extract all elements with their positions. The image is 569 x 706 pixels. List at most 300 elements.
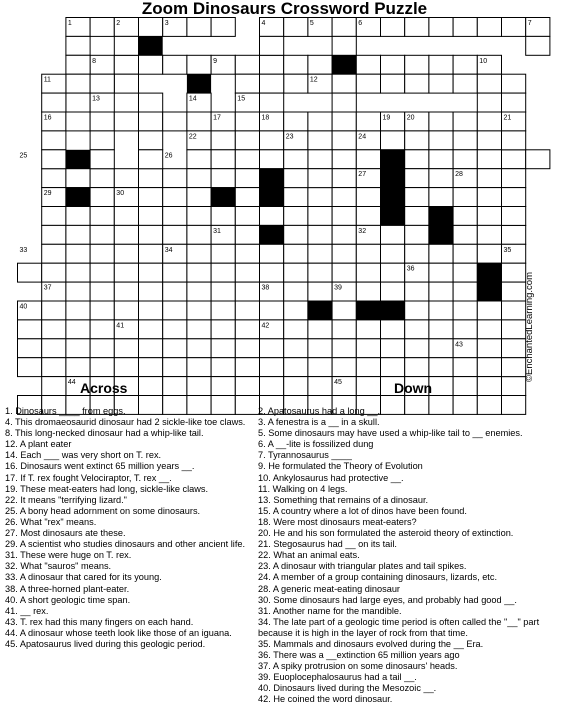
grid-cell[interactable] — [308, 339, 332, 358]
grid-cell[interactable] — [235, 263, 259, 282]
grid-cell[interactable] — [284, 207, 308, 226]
grid-cell[interactable] — [502, 320, 526, 339]
grid-cell[interactable] — [405, 225, 429, 244]
grid-cell[interactable] — [114, 225, 138, 244]
grid-cell[interactable] — [114, 207, 138, 226]
grid-cell[interactable] — [211, 207, 235, 226]
grid-cell[interactable] — [90, 131, 114, 150]
grid-cell[interactable] — [211, 377, 235, 396]
grid-cell[interactable] — [235, 74, 259, 93]
grid-cell[interactable] — [502, 263, 526, 282]
grid-cell[interactable] — [502, 18, 526, 37]
grid-cell[interactable] — [163, 225, 187, 244]
grid-cell[interactable] — [284, 377, 308, 396]
grid-cell[interactable] — [477, 244, 501, 263]
grid-cell[interactable] — [477, 358, 501, 377]
grid-cell[interactable] — [187, 112, 211, 131]
grid-cell[interactable] — [381, 263, 405, 282]
grid-cell[interactable] — [66, 112, 90, 131]
grid-cell[interactable] — [502, 150, 526, 169]
grid-cell[interactable] — [405, 150, 429, 169]
grid-cell[interactable] — [405, 131, 429, 150]
grid-cell[interactable] — [308, 377, 332, 396]
grid-cell[interactable] — [308, 150, 332, 169]
grid-cell[interactable] — [453, 207, 477, 226]
grid-cell[interactable] — [477, 320, 501, 339]
grid-cell[interactable] — [42, 93, 66, 112]
grid-cell[interactable] — [332, 74, 356, 93]
grid-cell[interactable] — [453, 74, 477, 93]
grid-cell[interactable] — [90, 150, 114, 169]
grid-cell[interactable] — [114, 55, 138, 74]
grid-cell[interactable] — [114, 169, 138, 188]
grid-cell[interactable] — [308, 320, 332, 339]
grid-cell[interactable] — [139, 358, 163, 377]
grid-cell[interactable] — [139, 244, 163, 263]
grid-cell[interactable] — [139, 301, 163, 320]
grid-cell[interactable] — [502, 131, 526, 150]
grid-cell[interactable] — [139, 263, 163, 282]
grid-cell[interactable] — [42, 320, 66, 339]
grid-cell[interactable] — [42, 131, 66, 150]
grid-cell[interactable] — [308, 358, 332, 377]
grid-cell[interactable] — [42, 301, 66, 320]
grid-cell[interactable] — [477, 207, 501, 226]
grid-cell[interactable] — [18, 358, 42, 377]
grid-cell[interactable] — [260, 244, 284, 263]
grid-cell[interactable] — [187, 301, 211, 320]
grid-cell[interactable] — [477, 188, 501, 207]
grid-cell[interactable] — [66, 36, 90, 55]
grid-cell[interactable] — [235, 377, 259, 396]
grid-cell[interactable] — [284, 112, 308, 131]
grid-cell[interactable] — [66, 320, 90, 339]
grid-cell[interactable] — [114, 112, 138, 131]
grid-cell[interactable] — [42, 358, 66, 377]
grid-cell[interactable] — [453, 244, 477, 263]
grid-cell[interactable] — [405, 207, 429, 226]
grid-cell[interactable] — [187, 377, 211, 396]
grid-cell[interactable] — [429, 377, 453, 396]
grid-cell[interactable] — [477, 131, 501, 150]
grid-cell[interactable] — [211, 282, 235, 301]
grid-cell[interactable] — [139, 112, 163, 131]
grid-cell[interactable] — [405, 339, 429, 358]
grid-cell[interactable] — [332, 188, 356, 207]
grid-cell[interactable] — [66, 358, 90, 377]
grid-cell[interactable] — [211, 320, 235, 339]
grid-cell[interactable] — [163, 301, 187, 320]
grid-cell[interactable] — [429, 74, 453, 93]
grid-cell[interactable] — [90, 112, 114, 131]
grid-cell[interactable] — [235, 244, 259, 263]
grid-cell[interactable] — [477, 225, 501, 244]
grid-cell[interactable] — [66, 74, 90, 93]
grid-cell[interactable] — [477, 339, 501, 358]
grid-cell[interactable] — [66, 207, 90, 226]
grid-cell[interactable] — [235, 131, 259, 150]
grid-cell[interactable] — [308, 188, 332, 207]
grid-cell[interactable] — [90, 225, 114, 244]
grid-cell[interactable] — [502, 282, 526, 301]
grid-cell[interactable] — [90, 244, 114, 263]
grid-cell[interactable] — [453, 131, 477, 150]
grid-cell[interactable] — [235, 225, 259, 244]
grid-cell[interactable] — [163, 169, 187, 188]
grid-cell[interactable] — [308, 282, 332, 301]
grid-cell[interactable] — [163, 263, 187, 282]
grid-cell[interactable] — [502, 225, 526, 244]
grid-cell[interactable] — [356, 263, 380, 282]
grid-cell[interactable] — [405, 188, 429, 207]
grid-cell[interactable] — [356, 150, 380, 169]
grid-cell[interactable] — [477, 169, 501, 188]
grid-cell[interactable] — [429, 320, 453, 339]
grid-cell[interactable] — [42, 225, 66, 244]
grid-cell[interactable] — [42, 207, 66, 226]
grid-cell[interactable] — [187, 188, 211, 207]
grid-cell[interactable] — [453, 377, 477, 396]
grid-cell[interactable] — [453, 263, 477, 282]
grid-cell[interactable] — [429, 131, 453, 150]
grid-cell[interactable] — [187, 358, 211, 377]
grid-cell[interactable] — [163, 188, 187, 207]
grid-cell[interactable] — [405, 169, 429, 188]
grid-cell[interactable] — [139, 188, 163, 207]
grid-cell[interactable] — [284, 74, 308, 93]
grid-cell[interactable] — [429, 18, 453, 37]
grid-cell[interactable] — [163, 358, 187, 377]
grid-cell[interactable] — [453, 18, 477, 37]
grid-cell[interactable] — [18, 320, 42, 339]
grid-cell[interactable] — [139, 225, 163, 244]
grid-cell[interactable] — [139, 282, 163, 301]
grid-cell[interactable] — [260, 150, 284, 169]
grid-cell[interactable] — [163, 282, 187, 301]
grid-cell[interactable] — [90, 207, 114, 226]
grid-cell[interactable] — [163, 320, 187, 339]
grid-cell[interactable] — [405, 358, 429, 377]
grid-cell[interactable] — [405, 18, 429, 37]
grid-cell[interactable] — [429, 244, 453, 263]
grid-cell[interactable] — [284, 150, 308, 169]
grid-cell[interactable] — [284, 225, 308, 244]
grid-cell[interactable] — [308, 112, 332, 131]
grid-cell[interactable] — [356, 112, 380, 131]
grid-cell[interactable] — [477, 112, 501, 131]
grid-cell[interactable] — [356, 188, 380, 207]
grid-cell[interactable] — [332, 36, 356, 55]
grid-cell[interactable] — [502, 188, 526, 207]
grid-cell[interactable] — [284, 301, 308, 320]
grid-cell[interactable] — [163, 339, 187, 358]
grid-cell[interactable] — [187, 320, 211, 339]
grid-cell[interactable] — [90, 339, 114, 358]
grid-cell[interactable] — [453, 112, 477, 131]
grid-cell[interactable] — [235, 320, 259, 339]
grid-cell[interactable] — [284, 188, 308, 207]
grid-cell[interactable] — [235, 188, 259, 207]
grid-cell[interactable] — [90, 188, 114, 207]
grid-cell[interactable] — [381, 225, 405, 244]
grid-cell[interactable] — [332, 207, 356, 226]
grid-cell[interactable] — [453, 225, 477, 244]
grid-cell[interactable] — [114, 74, 138, 93]
grid-cell[interactable] — [114, 244, 138, 263]
grid-cell[interactable] — [429, 150, 453, 169]
grid-cell[interactable] — [90, 74, 114, 93]
grid-cell[interactable] — [139, 169, 163, 188]
grid-cell[interactable] — [429, 55, 453, 74]
grid-cell[interactable] — [284, 18, 308, 37]
grid-cell[interactable] — [453, 301, 477, 320]
grid-cell[interactable] — [18, 339, 42, 358]
grid-cell[interactable] — [477, 74, 501, 93]
grid-cell[interactable] — [42, 339, 66, 358]
grid-cell[interactable] — [187, 339, 211, 358]
grid-cell[interactable] — [66, 301, 90, 320]
grid-cell[interactable] — [211, 244, 235, 263]
grid-cell[interactable] — [284, 320, 308, 339]
grid-cell[interactable] — [187, 225, 211, 244]
grid-cell[interactable] — [260, 131, 284, 150]
grid-cell[interactable] — [308, 131, 332, 150]
grid-cell[interactable] — [502, 74, 526, 93]
grid-cell[interactable] — [260, 207, 284, 226]
grid-cell[interactable] — [526, 36, 550, 55]
grid-cell[interactable] — [526, 150, 550, 169]
grid-cell[interactable] — [114, 339, 138, 358]
grid-cell[interactable] — [502, 169, 526, 188]
grid-cell[interactable] — [405, 74, 429, 93]
grid-cell[interactable] — [211, 301, 235, 320]
grid-cell[interactable] — [66, 55, 90, 74]
grid-cell[interactable] — [66, 93, 90, 112]
grid-cell[interactable] — [308, 55, 332, 74]
grid-cell[interactable] — [405, 301, 429, 320]
grid-cell[interactable] — [332, 150, 356, 169]
grid-cell[interactable] — [381, 131, 405, 150]
grid-cell[interactable] — [235, 112, 259, 131]
grid-cell[interactable] — [187, 55, 211, 74]
grid-cell[interactable] — [356, 377, 380, 396]
grid-cell[interactable] — [260, 36, 284, 55]
grid-cell[interactable] — [235, 358, 259, 377]
grid-cell[interactable] — [235, 150, 259, 169]
grid-cell[interactable] — [332, 320, 356, 339]
grid-cell[interactable] — [356, 74, 380, 93]
grid-cell[interactable] — [139, 207, 163, 226]
grid-cell[interactable] — [381, 55, 405, 74]
grid-cell[interactable] — [163, 55, 187, 74]
grid-cell[interactable] — [356, 282, 380, 301]
grid-cell[interactable] — [211, 263, 235, 282]
grid-cell[interactable] — [405, 320, 429, 339]
grid-cell[interactable] — [42, 169, 66, 188]
grid-cell[interactable] — [477, 18, 501, 37]
grid-cell[interactable] — [477, 301, 501, 320]
grid-cell[interactable] — [429, 358, 453, 377]
grid-cell[interactable] — [90, 263, 114, 282]
grid-cell[interactable] — [260, 55, 284, 74]
grid-cell[interactable] — [502, 377, 526, 396]
grid-cell[interactable] — [114, 301, 138, 320]
grid-cell[interactable] — [260, 358, 284, 377]
grid-cell[interactable] — [332, 263, 356, 282]
grid-cell[interactable] — [308, 169, 332, 188]
grid-cell[interactable] — [139, 377, 163, 396]
grid-cell[interactable] — [284, 169, 308, 188]
grid-cell[interactable] — [235, 282, 259, 301]
grid-cell[interactable] — [502, 339, 526, 358]
grid-cell[interactable] — [405, 244, 429, 263]
grid-cell[interactable] — [477, 150, 501, 169]
grid-cell[interactable] — [308, 225, 332, 244]
grid-cell[interactable] — [332, 131, 356, 150]
grid-cell[interactable] — [90, 358, 114, 377]
grid-cell[interactable] — [90, 169, 114, 188]
grid-cell[interactable] — [90, 282, 114, 301]
grid-cell[interactable] — [211, 131, 235, 150]
grid-cell[interactable] — [90, 301, 114, 320]
grid-cell[interactable] — [235, 301, 259, 320]
grid-cell[interactable] — [211, 169, 235, 188]
grid-cell[interactable] — [66, 244, 90, 263]
grid-cell[interactable] — [260, 93, 284, 112]
grid-cell[interactable] — [187, 282, 211, 301]
grid-cell[interactable] — [356, 339, 380, 358]
grid-cell[interactable] — [356, 207, 380, 226]
grid-cell[interactable] — [90, 320, 114, 339]
grid-cell[interactable] — [260, 263, 284, 282]
grid-cell[interactable] — [66, 339, 90, 358]
grid-cell[interactable] — [18, 263, 42, 282]
grid-cell[interactable] — [187, 169, 211, 188]
grid-cell[interactable] — [502, 93, 526, 112]
grid-cell[interactable] — [332, 18, 356, 37]
grid-cell[interactable] — [163, 207, 187, 226]
grid-cell[interactable] — [429, 282, 453, 301]
grid-cell[interactable] — [381, 18, 405, 37]
grid-cell[interactable] — [429, 339, 453, 358]
grid-cell[interactable] — [187, 150, 211, 169]
grid-cell[interactable] — [139, 150, 163, 169]
grid-cell[interactable] — [114, 263, 138, 282]
grid-cell[interactable] — [356, 55, 380, 74]
grid-cell[interactable] — [260, 339, 284, 358]
grid-cell[interactable] — [356, 244, 380, 263]
grid-cell[interactable] — [308, 263, 332, 282]
grid-cell[interactable] — [66, 282, 90, 301]
grid-cell[interactable] — [332, 93, 356, 112]
grid-cell[interactable] — [405, 282, 429, 301]
grid-cell[interactable] — [429, 169, 453, 188]
grid-cell[interactable] — [139, 18, 163, 37]
grid-cell[interactable] — [332, 358, 356, 377]
grid-cell[interactable] — [453, 150, 477, 169]
grid-cell[interactable] — [381, 282, 405, 301]
grid-cell[interactable] — [90, 18, 114, 37]
grid-cell[interactable] — [66, 225, 90, 244]
grid-cell[interactable] — [284, 263, 308, 282]
grid-cell[interactable] — [211, 358, 235, 377]
grid-cell[interactable] — [260, 74, 284, 93]
grid-cell[interactable] — [163, 112, 187, 131]
grid-cell[interactable] — [502, 207, 526, 226]
grid-cell[interactable] — [332, 244, 356, 263]
grid-cell[interactable] — [66, 263, 90, 282]
grid-cell[interactable] — [66, 169, 90, 188]
grid-cell[interactable] — [211, 18, 235, 37]
grid-cell[interactable] — [284, 55, 308, 74]
grid-cell[interactable] — [235, 55, 259, 74]
grid-cell[interactable] — [114, 282, 138, 301]
grid-cell[interactable] — [284, 358, 308, 377]
grid-cell[interactable] — [260, 301, 284, 320]
grid-cell[interactable] — [114, 358, 138, 377]
grid-cell[interactable] — [381, 320, 405, 339]
grid-cell[interactable] — [187, 207, 211, 226]
grid-cell[interactable] — [42, 377, 66, 396]
grid-cell[interactable] — [381, 358, 405, 377]
grid-cell[interactable] — [332, 339, 356, 358]
grid-cell[interactable] — [139, 131, 163, 150]
grid-cell[interactable] — [284, 339, 308, 358]
grid-cell[interactable] — [477, 377, 501, 396]
grid-cell[interactable] — [356, 358, 380, 377]
grid-cell[interactable] — [502, 301, 526, 320]
grid-cell[interactable] — [211, 339, 235, 358]
grid-cell[interactable] — [381, 74, 405, 93]
grid-cell[interactable] — [42, 244, 66, 263]
grid-cell[interactable] — [453, 282, 477, 301]
grid-cell[interactable] — [332, 225, 356, 244]
grid-cell[interactable] — [139, 93, 163, 112]
grid-cell[interactable] — [405, 55, 429, 74]
grid-cell[interactable] — [114, 36, 138, 55]
grid-cell[interactable] — [332, 169, 356, 188]
grid-cell[interactable] — [42, 263, 66, 282]
grid-cell[interactable] — [381, 244, 405, 263]
grid-cell[interactable] — [453, 55, 477, 74]
grid-cell[interactable] — [477, 93, 501, 112]
grid-cell[interactable] — [429, 301, 453, 320]
grid-cell[interactable] — [284, 244, 308, 263]
grid-cell[interactable] — [42, 150, 66, 169]
grid-cell[interactable] — [308, 244, 332, 263]
grid-cell[interactable] — [453, 358, 477, 377]
grid-cell[interactable] — [235, 339, 259, 358]
grid-cell[interactable] — [211, 150, 235, 169]
grid-cell[interactable] — [163, 377, 187, 396]
grid-cell[interactable] — [139, 320, 163, 339]
grid-cell[interactable] — [260, 377, 284, 396]
grid-cell[interactable] — [139, 339, 163, 358]
grid-cell[interactable] — [429, 188, 453, 207]
grid-cell[interactable] — [284, 282, 308, 301]
grid-cell[interactable] — [235, 169, 259, 188]
grid-cell[interactable] — [308, 207, 332, 226]
grid-cell[interactable] — [429, 263, 453, 282]
grid-cell[interactable] — [332, 112, 356, 131]
grid-cell[interactable] — [453, 188, 477, 207]
grid-cell[interactable] — [356, 320, 380, 339]
grid-cell[interactable] — [381, 339, 405, 358]
grid-cell[interactable] — [139, 55, 163, 74]
grid-cell[interactable] — [502, 358, 526, 377]
grid-cell[interactable] — [453, 320, 477, 339]
grid-cell[interactable] — [187, 244, 211, 263]
